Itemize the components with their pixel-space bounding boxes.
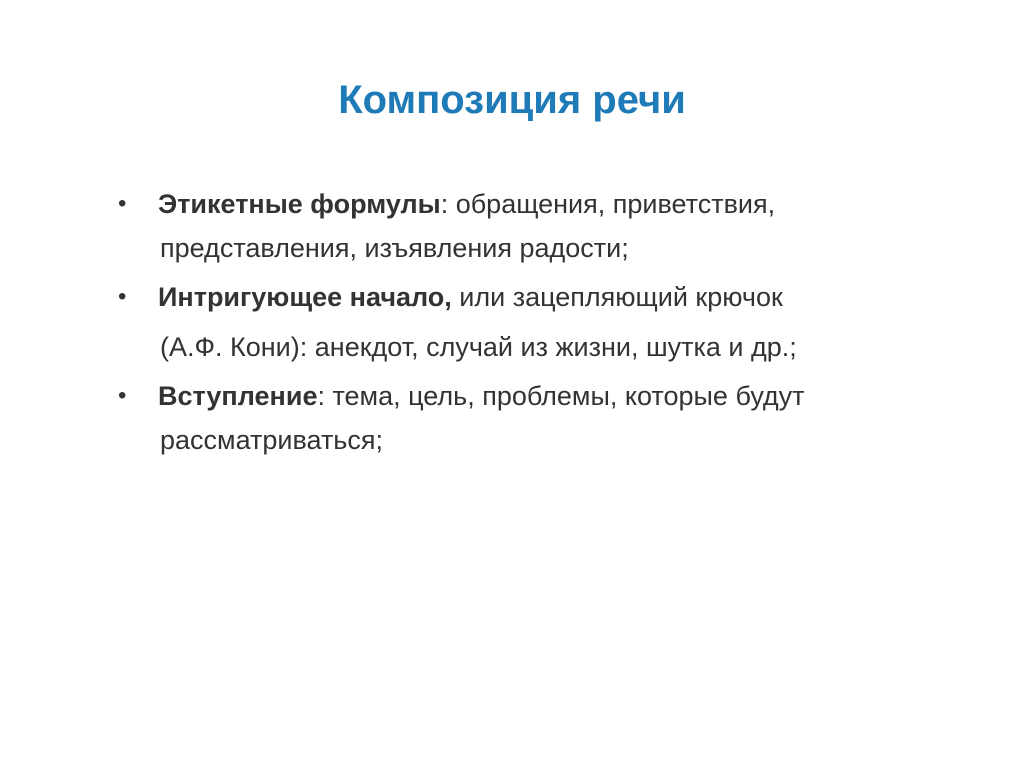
bullet-icon: • <box>118 382 127 409</box>
bullet-term: Интригующее начало, <box>158 282 452 312</box>
bullet-text-continuation: (А.Ф. Кони): анекдот, случай из жизни, шутка и др.; <box>160 332 797 362</box>
bullet-item-etiquette-formulas <box>118 182 918 270</box>
bullet-icon: • <box>118 283 127 310</box>
bullet-text: или зацепляющий крючок <box>451 282 783 312</box>
bullet-text-continuation: представления, изъявления радости; <box>160 233 629 263</box>
bullet-text-continuation: рассматриваться; <box>160 425 384 455</box>
bullet-term: Этикетные формулы <box>158 189 441 219</box>
bullet-icon: • <box>118 190 127 217</box>
bullet-text: : обращения, приветствия, <box>440 189 776 219</box>
bullet-list <box>118 182 918 467</box>
bullet-item-introduction <box>118 374 918 462</box>
bullet-term: Вступление <box>158 381 318 411</box>
bullet-item-intriguing-start <box>118 275 918 369</box>
bullet-text: : тема, цель, проблемы, которые будут <box>317 381 805 411</box>
slide-title: Композиция речи <box>338 78 686 122</box>
